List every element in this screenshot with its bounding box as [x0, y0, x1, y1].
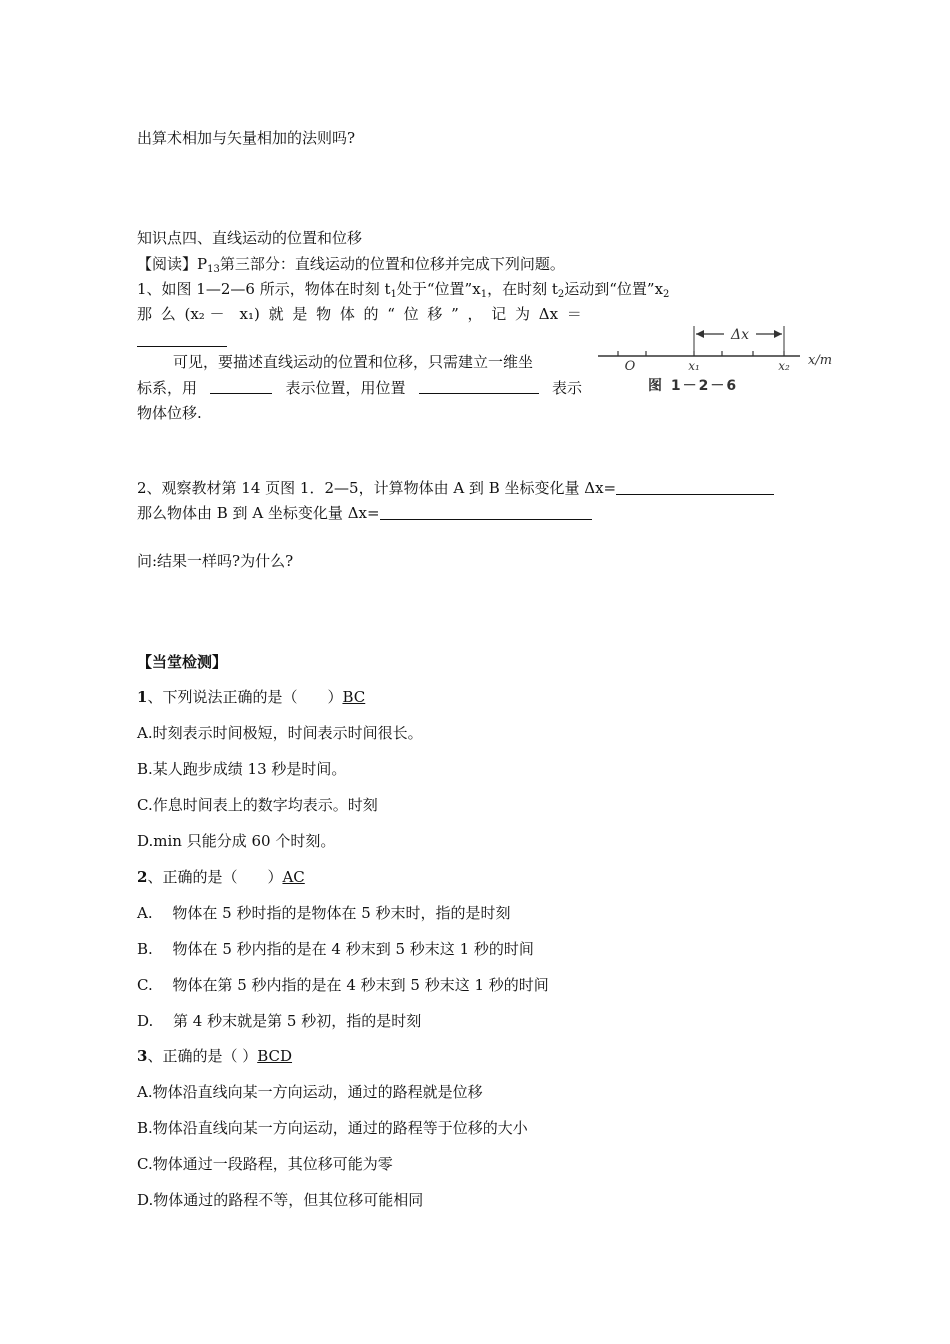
- option-item: A.时刻表示时间极短，时间表示时间很长。: [137, 724, 423, 742]
- question-text: 、正确的是（ ）: [147, 1047, 258, 1065]
- q1-word: “: [387, 305, 395, 323]
- answer-blank-ba[interactable]: [380, 504, 592, 520]
- question-2-line-2: 那么物体由 B 到 A 坐标变化量 Δx=: [137, 503, 592, 523]
- answer-blank-ab[interactable]: [616, 479, 774, 495]
- option-item: D.物体通过的路程不等，但其位移可能相同: [137, 1191, 424, 1209]
- question-2-line-1: 2、观察教材第 14 页图 1．2—5，计算物体由 A 到 B 坐标变化量 Δx=: [137, 478, 774, 498]
- option-item: A.物体沿直线向某一方向运动，通过的路程就是位移: [137, 1083, 483, 1101]
- q1-word: 为: [515, 305, 531, 323]
- displacement-blank[interactable]: [419, 378, 539, 394]
- q1-word: ＝: [566, 305, 582, 323]
- reading-line: 【阅读】$P_{13}$第三部分：直线运动的位置和位移并完成下列问题。: [137, 255, 565, 275]
- intro-line: 出算术相加与矢量相加的法则吗?: [137, 129, 356, 147]
- question-answer: BC: [342, 688, 366, 706]
- option-item: C. 物体在第 5 秒内指的是在 4 秒末到 5 秒末这 1 秒的时间: [137, 976, 549, 994]
- check-title: 【当堂检测】: [137, 653, 228, 671]
- option-item: A. 物体在 5 秒时指的是物体在 5 秒末时，指的是时刻: [137, 904, 511, 922]
- question-answer: BCD: [257, 1047, 293, 1065]
- question-1-line-1: 1、如图 1—2—6 所示，物体在时刻 $t_1$处于“位置$”x_1$，在时刻 $t_2$运动到“位置$”x_2$: [137, 280, 670, 300]
- q1-word: 记: [491, 305, 507, 323]
- position-blank[interactable]: [210, 378, 272, 394]
- q1-word: 的: [363, 305, 379, 323]
- question-text: 、正确的是（ ）: [147, 868, 283, 886]
- q1-word: 那: [137, 305, 153, 323]
- question-1-blank[interactable]: [137, 330, 227, 350]
- q1-word: 位: [403, 305, 419, 323]
- q1-word: (x₂ － x₁): [184, 305, 260, 323]
- x1-label: x₁: [688, 359, 700, 373]
- question-1-line-2: [137, 304, 582, 324]
- q1-word: 是: [292, 305, 308, 323]
- q1-word: 就: [268, 305, 284, 323]
- q1-word: ，: [467, 305, 483, 323]
- question-number: 2: [137, 868, 148, 886]
- q1-word: ”: [451, 305, 459, 323]
- question-text: 、下列说法正确的是（ ）: [147, 688, 343, 706]
- q1-word: 移: [427, 305, 443, 323]
- option-item: C.作息时间表上的数字均表示。时刻: [137, 796, 378, 814]
- figure-caption: 图 1－2－6: [648, 378, 739, 394]
- option-item: B. 物体在 5 秒内指的是在 4 秒末到 5 秒末这 1 秒的时间: [137, 940, 534, 958]
- option-item: B.物体沿直线向某一方向运动，通过的路程等于位移的大小: [137, 1119, 528, 1137]
- option-item: C.物体通过一段路程，其位移可能为零: [137, 1155, 393, 1173]
- origin-label: O: [624, 359, 636, 374]
- paragraph-line-2: 标系，用 表示位置，用位置 表示: [137, 379, 582, 397]
- q1-word: 物: [316, 305, 332, 323]
- option-item: B.某人跑步成绩 13 秒是时间。: [137, 760, 347, 778]
- question-answer: AC: [282, 868, 305, 886]
- x2-label: x₂: [778, 359, 790, 373]
- paragraph-line-3: 物体位移.: [137, 404, 202, 422]
- question-number: 1: [137, 688, 148, 706]
- q1-word: Δx: [538, 305, 559, 323]
- paragraph-line-1: 可见，要描述直线运动的位置和位移，只需建立一维坐: [173, 353, 534, 371]
- option-item: D. 第 4 秒末就是第 5 秒初，指的是时刻: [137, 1012, 422, 1030]
- q1-word: 体: [339, 305, 355, 323]
- question-stem: [137, 1046, 292, 1066]
- axis-label: x/m: [808, 353, 833, 368]
- delta-x-label: Δx: [730, 327, 750, 343]
- question-stem: [137, 687, 365, 707]
- question-stem: [137, 867, 305, 887]
- section-title: 知识点四、直线运动的位置和位移: [137, 229, 363, 247]
- question-2-ask: 问:结果一样吗?为什么?: [137, 552, 294, 570]
- q1-word: 么: [160, 305, 176, 323]
- option-item: D.min 只能分成 60 个时刻。: [137, 832, 336, 850]
- question-number: 3: [137, 1047, 148, 1065]
